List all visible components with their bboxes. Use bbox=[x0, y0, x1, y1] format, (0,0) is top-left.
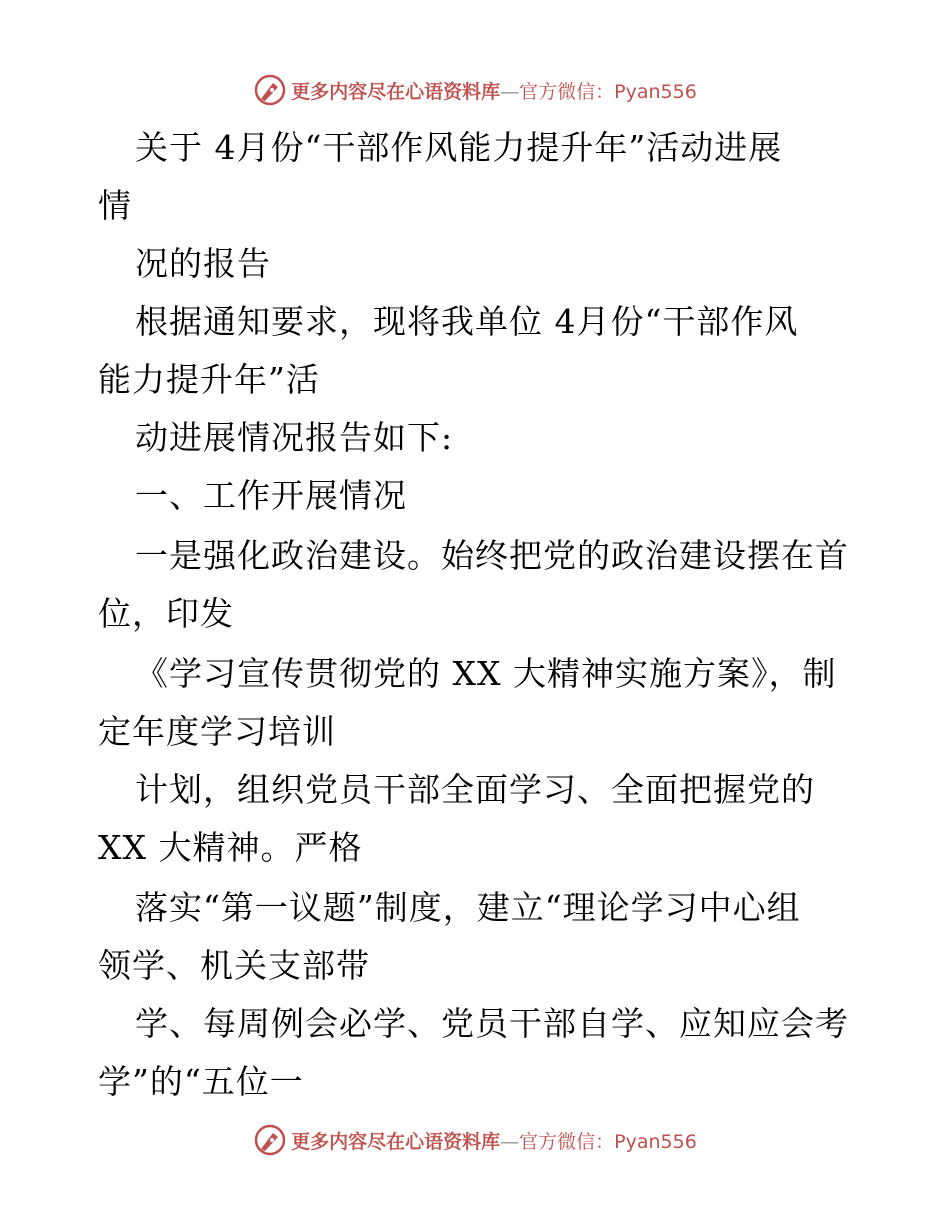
banner-text bbox=[291, 77, 697, 104]
paragraph-line: 落实“第一议题”制度，建立“理论学习中心组 bbox=[135, 888, 801, 927]
header-banner bbox=[0, 70, 950, 110]
paragraph-line: 学”的“五位一 bbox=[98, 1062, 304, 1101]
section-heading: 一、工作开展情况 bbox=[135, 476, 407, 515]
banner-wechat: 官方微信：Pyan556 bbox=[519, 80, 697, 103]
banner-wechat: 官方微信：Pyan556 bbox=[519, 1130, 697, 1153]
banner-separator: — bbox=[500, 1130, 520, 1153]
banner-text bbox=[291, 1127, 697, 1154]
pen-nib-logo-icon bbox=[253, 73, 287, 107]
paragraph-line: 定年度学习培训 bbox=[98, 712, 336, 751]
banner-title: 更多内容尽在心语资料库 bbox=[291, 80, 501, 103]
paragraph-line: 《学习宣传贯彻党的 XX 大精神实施方案》，制 bbox=[135, 654, 837, 693]
paragraph-line: 学、每周例会必学、党员干部自学、应知应会考 bbox=[135, 1004, 849, 1043]
banner-separator: — bbox=[500, 80, 520, 103]
title-line-3: 况的报告 bbox=[135, 244, 271, 283]
footer-banner bbox=[0, 1120, 950, 1160]
paragraph-line: 一是强化政治建设。始终把党的政治建设摆在首 bbox=[135, 536, 849, 575]
paragraph-line: 根据通知要求，现将我单位 4月份“干部作风 bbox=[135, 302, 799, 341]
paragraph-line: 计划，组织党员干部全面学习、全面把握党的 bbox=[135, 770, 815, 809]
title-line-2: 情 bbox=[98, 186, 132, 225]
paragraph-line: 能力提升年”活 bbox=[98, 360, 320, 399]
title-line-1: 关于 4月份“干部作风能力提升年”活动进展 bbox=[135, 128, 783, 167]
paragraph-line: 位，印发 bbox=[98, 594, 234, 633]
paragraph-line: 领学、机关支部带 bbox=[98, 946, 370, 985]
banner-title: 更多内容尽在心语资料库 bbox=[291, 1130, 501, 1153]
pen-nib-logo-icon bbox=[253, 1123, 287, 1157]
paragraph-line: XX 大精神。严格 bbox=[98, 828, 363, 867]
paragraph-line: 动进展情况报告如下: bbox=[135, 418, 454, 457]
